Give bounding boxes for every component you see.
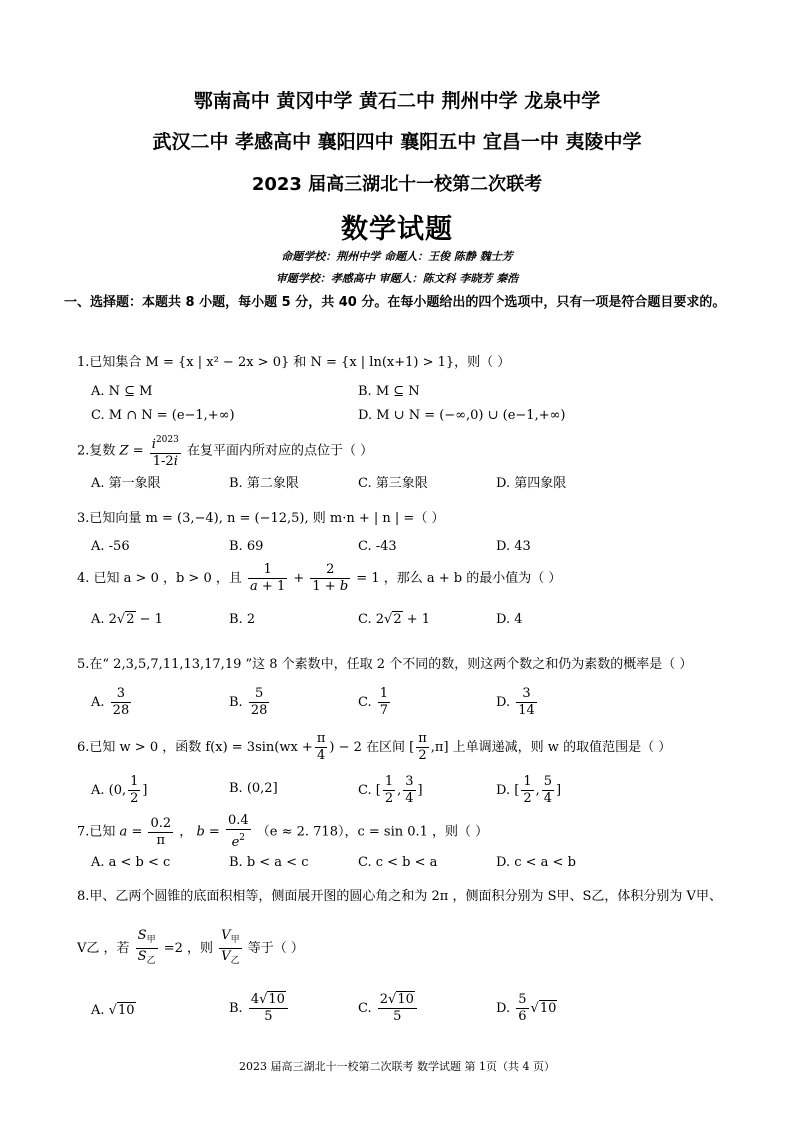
credit-line-1: 命题学校：荆州中学 命题人：王俊 陈静 魏士芳 <box>281 250 513 263</box>
question-4-option-b: B. 2 <box>229 612 256 627</box>
question-6-option-b: B. (0,2] <box>229 781 278 796</box>
question-7-option-a: A. a < b < c <box>91 855 171 870</box>
question-2-option-d: D. 第四象限 <box>496 476 567 491</box>
question-1-option-a: A. N ⊆ M <box>91 384 153 399</box>
question-7-option-d: D. c < a < b <box>496 855 576 870</box>
question-8-line2-mid: =2 ，则 <box>163 941 214 956</box>
question-8-option-a: A. √10 <box>91 1003 135 1018</box>
question-8-option-d: D. $\frac{5}{6}$ √10 <box>496 992 557 1024</box>
question-2-stem-pre: 2.复数 <box>77 443 116 459</box>
question-8-option-c: C. $\frac{2√10}{5}$ <box>358 992 419 1025</box>
question-7-stem-pre: 7.已知 <box>77 824 116 840</box>
schools-line-2: 武汉二中 孝感高中 襄阳四中 襄阳五中 宜昌一中 夷陵中学 <box>152 131 642 153</box>
question-8-stem-line-2: V乙 ，若 $\frac{S_甲}{S_乙}$ =2 ，则 $\frac{V_甲}{V_乙}$ 等于（ ） <box>77 928 304 966</box>
question-5-option-c: C. $\frac{1}{7}$ <box>358 686 389 718</box>
question-6-stem: 6.已知 w > 0 ，函数 f(x) = 3sin(wx + $\frac{\pi}{4}$ ) − 2 在区间 [ $\frac{\pi}{2}$ ,π] 上单调递减，则 w 的取值范围是（ ） <box>77 731 672 763</box>
question-4-stem-pre: 4. 已知 a > 0 ，b > 0 ，且 <box>77 571 242 586</box>
fraction-2-over-1-plus-b: $\frac{2}{1 + b}$ <box>312 562 349 594</box>
question-8-line2-post: 等于（ ） <box>247 941 304 956</box>
section-title: 一、选择题：本题共 8 小题，每小题 5 分，共 40 分。在每小题给出的四个选项中，只有一项是符合题目要求的。 <box>64 295 726 310</box>
question-7-stem: 7.已知 a = $\frac{0.2}{\pi}$ ， b = $\frac{0.4}{e^2}$ （e ≈ 2. 718），c = sin 0.1 ，则（ ） <box>77 813 489 850</box>
question-2-stem: 2.复数 Z = $\frac{i^{2023}}{1-2i}$ 在复平面内所对应的点位于（ ） <box>77 432 373 470</box>
question-2-stem-post: 在复平面内所对应的点位于（ ） <box>186 443 374 459</box>
credit-line-2: 审题学校：孝感高中 审题人：陈文科 李晓芳 秦浩 <box>275 272 519 285</box>
question-7-option-c: C. c < b < a <box>358 855 438 870</box>
question-4-option-d: D. 4 <box>496 612 523 627</box>
question-6-stem-pre: 6.已知 w > 0 ，函数 f(x) = 3sin(wx + <box>77 740 313 755</box>
question-1-option-c: C. M ∩ N = (e−1,+∞) <box>91 408 235 423</box>
question-4-option-a: A. 2√2 − 1 <box>91 612 163 627</box>
question-5-option-d: D. $\frac{3}{14}$ <box>496 686 535 718</box>
schools-line-1: 鄂南高中 黄冈中学 黄石二中 荆州中学 龙泉中学 <box>193 90 601 112</box>
exam-name: 2023 届高三湖北十一校第二次联考 <box>251 174 543 195</box>
question-6-option-a: A. (0, $\frac{1}{2}$ ] <box>91 774 148 806</box>
question-5-option-a: A. $\frac{3}{28}$ <box>91 686 130 718</box>
question-1-option-b: B. M ⊆ N <box>358 384 420 399</box>
question-8-stem: 8.甲、乙两个圆锥的底面积相等，侧面展开图的圆心角之和为 2π ，侧面积分别为 S甲、S乙，体积分别为 V甲、 <box>77 889 722 904</box>
question-3-option-c: C. -43 <box>358 539 397 554</box>
page-footer: 2023 届高三湖北十一校第二次联考 数学试题 第 1页（共 4 页） <box>239 1060 555 1073</box>
question-6-option-c: C. [ $\frac{1}{2}$ , $\frac{3}{4}$ ] <box>358 774 423 806</box>
question-8-line2-pre: V乙 ，若 <box>77 941 130 956</box>
question-3-stem: 3.已知向量 m = (3,−4), n = (−12,5), 则 m·n + | n | =（ ） <box>77 511 445 526</box>
question-4-option-c: C. 2√2 + 1 <box>358 612 431 627</box>
question-1-option-d: D. M ∪ N = (−∞,0) ∪ (e−1,+∞) <box>358 408 566 423</box>
question-4-stem-post: ，那么 a + b 的最小值为（ ） <box>383 571 562 586</box>
question-3-option-a: A. -56 <box>91 539 130 554</box>
page-title: 数学试题 <box>341 214 453 245</box>
question-4-stem: 4. 已知 a > 0 ，b > 0 ，且 $\frac{1}{a + 1}$ + $\frac{2}{1 + b}$ = 1 ，那么 a + b 的最小值为（ ） <box>77 562 562 594</box>
question-3-option-d: D. 43 <box>496 539 531 554</box>
question-7-stem-mid: （e ≈ 2. 718），c = sin 0.1 ，则（ ） <box>256 824 489 840</box>
question-1-stem: 1.已知集合 M = {x | x² − 2x > 0} 和 N = {x | ln(x+1) > 1}，则（ ） <box>77 355 511 370</box>
question-8-option-b: B. $\frac{4√10}{5}$ <box>229 992 290 1025</box>
question-3-option-b: B. 69 <box>229 539 264 554</box>
question-7-option-b: B. b < a < c <box>229 855 309 870</box>
question-6-stem-mid: ) − 2 在区间 [ <box>329 740 415 755</box>
complex-fraction: $\frac{i^{2023}}{1-2i}$ <box>150 432 181 470</box>
question-2-option-b: B. 第二象限 <box>229 476 299 491</box>
question-6-option-d: D. [ $\frac{1}{2}$ , $\frac{5}{4}$ ] <box>496 774 562 806</box>
question-2-option-c: C. 第三象限 <box>358 476 428 491</box>
question-5-stem: 5.在“ 2,3,5,7,11,13,17,19 ”这 8 个素数中，任取 2 个不同的数，则这两个数之和仍为素数的概率是（ ） <box>77 657 693 672</box>
question-6-stem-post: ] 上单调递减，则 w 的取值范围是（ ） <box>443 740 672 755</box>
fraction-1-over-a-plus-1: $\frac{1}{a + 1}$ <box>250 562 286 594</box>
question-5-option-b: B. $\frac{5}{28}$ <box>229 686 268 718</box>
question-2-option-a: A. 第一象限 <box>91 476 161 491</box>
